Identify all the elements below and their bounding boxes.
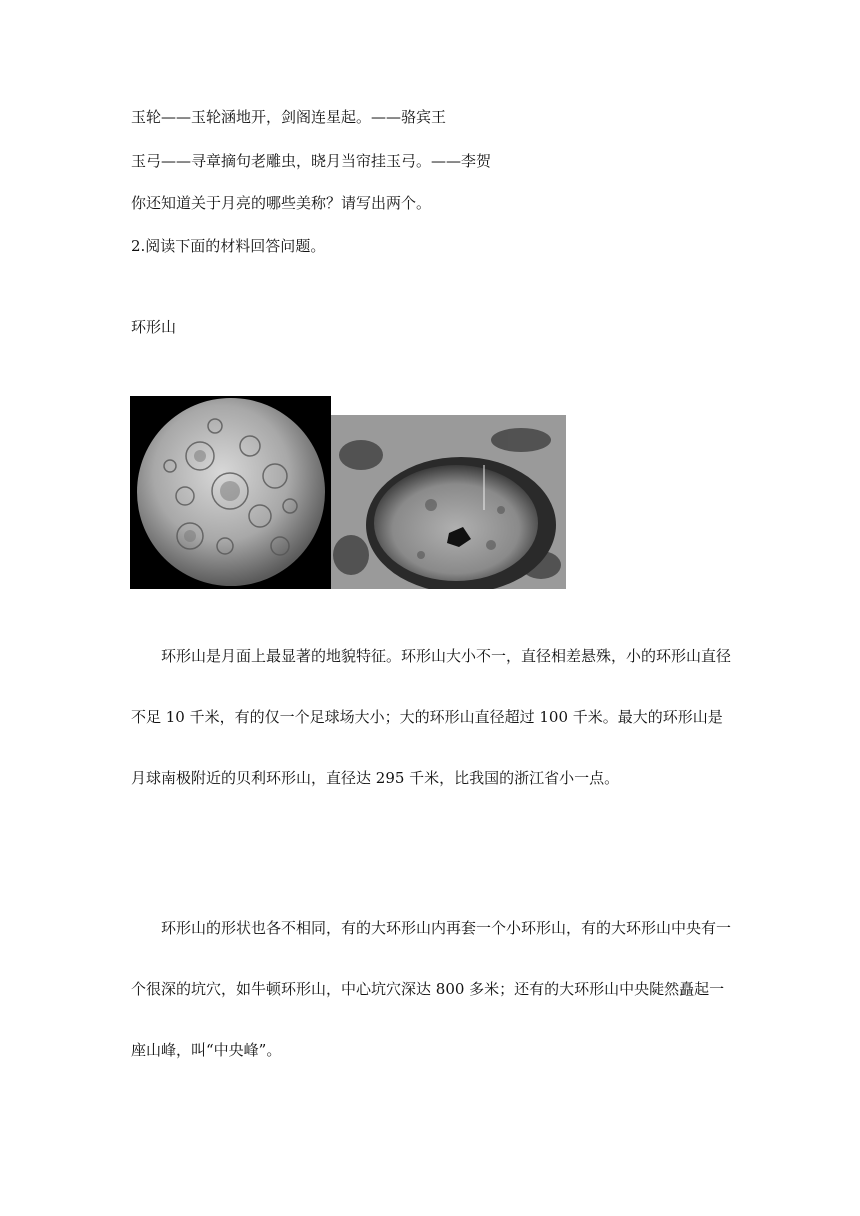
question-moon-names: 你还知道关于月亮的哪些美称？请写出两个。 (131, 194, 432, 212)
crater-photo (331, 415, 566, 589)
paragraph-crater-size: 环形山是月面上最显著的地貌特征。环形山大小不一，直径相差悬殊，小的环形山直径不足 10 千米，有的仅一个足球场大小；大的环形山直径超过 100 千米。最大的环形山是月球南极附近的贝利环形山，直径达 295 千米，比我国的浙江省小一点。 (131, 647, 732, 787)
paragraph-crater-shape: 环形山的形状也各不相同，有的大环形山内再套一个小环形山，有的大环形山中央有一个很深的坑穴，如牛顿环形山，中心坑穴深达 800 多米；还有的大环形山中央陡然矗起一座山峰，叫“中央峰”。 (131, 919, 732, 1059)
poem-line-yugong: 玉弓——寻章摘句老雕虫，晓月当帘挂玉弓。——李贺 (131, 152, 492, 170)
moon-photo (130, 396, 331, 589)
section-title: 环形山 (131, 318, 177, 336)
question-2-instruction: 2.阅读下面的材料回答问题。 (131, 237, 326, 255)
poem-line-yulun: 玉轮——玉轮涵地开，剑阁连星起。——骆宾王 (131, 108, 447, 126)
